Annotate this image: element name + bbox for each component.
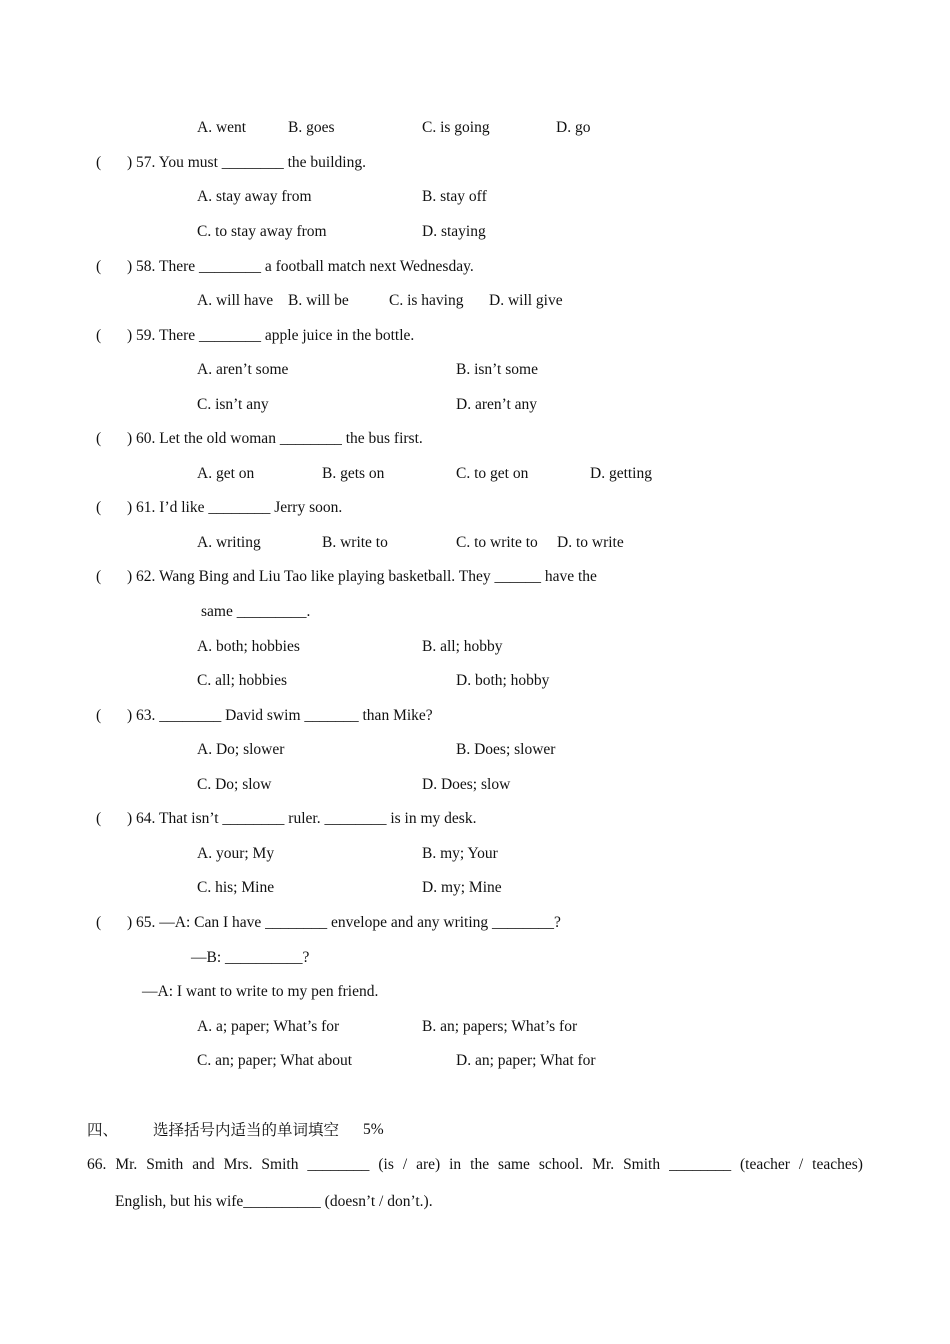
q59-answer-paren: ( <box>96 327 102 344</box>
q66-word: same <box>498 1156 530 1173</box>
q61-option-d: D. to write <box>557 534 624 551</box>
q59-option-a: A. aren’t some <box>197 361 289 378</box>
section-title: 选择括号内适当的单词填空 <box>153 1121 340 1139</box>
q66-word: in <box>449 1156 462 1173</box>
q60-option-b: B. gets on <box>322 465 385 482</box>
q57-answer-paren: ( <box>96 154 102 171</box>
q57-option-b: B. stay off <box>422 188 487 205</box>
q62-option-d: D. both; hobby <box>456 672 550 689</box>
q60-question: ) 60. Let the old woman ________ the bus first. <box>127 430 423 447</box>
q64-option-c: C. his; Mine <box>197 879 275 896</box>
q60-answer-paren: ( <box>96 430 102 447</box>
q61-answer-paren: ( <box>96 499 102 516</box>
q59-option-d: D. aren’t any <box>456 396 538 413</box>
q64-option-a: A. your; My <box>197 845 275 862</box>
q60-option-d: D. getting <box>590 465 652 482</box>
q63-question: ) 63. ________ David swim _______ than Mike? <box>127 707 433 724</box>
q65-option-b: B. an; papers; What’s for <box>422 1018 578 1035</box>
q65-option-d: D. an; paper; What for <box>456 1052 596 1069</box>
q65-option-a: A. a; paper; What’s for <box>197 1018 340 1035</box>
q61-question: ) 61. I’d like ________ Jerry soon. <box>127 499 343 516</box>
q66-word: (is <box>378 1156 394 1173</box>
q62-option-b: B. all; hobby <box>422 638 503 655</box>
q66-word: (teacher <box>740 1156 790 1173</box>
q59-option-c: C. isn’t any <box>197 396 269 413</box>
q66-line-1 <box>87 1155 863 1175</box>
q56-option-a: A. went <box>197 119 247 136</box>
q62-question: ) 62. Wang Bing and Liu Tao like playing basketball. They ______ have the <box>127 568 597 585</box>
q57-option-d: D. staying <box>422 223 486 240</box>
q66-word: Mr. <box>115 1156 138 1173</box>
q64-question: ) 64. That isn’t ________ ruler. ________ is in my desk. <box>127 810 477 827</box>
q66-word: Mrs. <box>223 1156 253 1173</box>
q66-word: Smith <box>146 1156 184 1173</box>
q65-answer-paren: ( <box>96 914 102 931</box>
q65-question: ) 65. —A: Can I have ________ envelope and any writing ________? <box>127 914 561 931</box>
q65-dialog-a: —A: I want to write to my pen friend. <box>142 983 379 1000</box>
q57-option-c: C. to stay away from <box>197 223 327 240</box>
q66-word: Mr. <box>592 1156 615 1173</box>
q65-dialog-b: —B: __________? <box>191 949 310 966</box>
q61-option-c: C. to write to <box>456 534 538 551</box>
q59-question: ) 59. There ________ apple juice in the bottle. <box>127 327 415 344</box>
q66-word: the <box>470 1156 490 1173</box>
q62-option-a: A. both; hobbies <box>197 638 300 655</box>
section-score: 5% <box>363 1121 384 1138</box>
q58-option-a: A. will have <box>197 292 274 309</box>
q66-word: teaches) <box>812 1156 863 1173</box>
q66-blank: ________ <box>307 1156 370 1173</box>
q64-option-d: D. my; Mine <box>422 879 502 896</box>
q62-option-c: C. all; hobbies <box>197 672 287 689</box>
q66-word: and <box>192 1156 215 1173</box>
q58-question: ) 58. There ________ a football match next Wednesday. <box>127 258 474 275</box>
q61-option-a: A. writing <box>197 534 261 551</box>
q63-answer-paren: ( <box>96 707 102 724</box>
q63-option-d: D. Does; slow <box>422 776 511 793</box>
q56-option-b: B. goes <box>288 119 335 136</box>
q66-blank: ________ <box>669 1156 732 1173</box>
q57-option-a: A. stay away from <box>197 188 312 205</box>
q66-word: are) <box>416 1156 441 1173</box>
q63-option-b: B. Does; slower <box>456 741 556 758</box>
section-number: 四、 <box>87 1121 119 1139</box>
q58-option-d: D. will give <box>489 292 563 309</box>
q64-option-b: B. my; Your <box>422 845 498 862</box>
q66-word: Smith <box>261 1156 299 1173</box>
q62-answer-paren: ( <box>96 568 102 585</box>
q63-option-c: C. Do; slow <box>197 776 272 793</box>
q60-option-c: C. to get on <box>456 465 529 482</box>
q66-word: school. <box>538 1156 584 1173</box>
q59-option-b: B. isn’t some <box>456 361 538 378</box>
q66-line-2: English, but his wife__________ (doesn’t / don’t.). <box>115 1193 433 1210</box>
q66-number: 66. <box>87 1156 107 1173</box>
q62-question-continued: same _________. <box>201 603 311 620</box>
q63-option-a: A. Do; slower <box>197 741 285 758</box>
q60-option-a: A. get on <box>197 465 255 482</box>
q64-answer-paren: ( <box>96 810 102 827</box>
q66-word: / <box>798 1156 804 1173</box>
q58-option-c: C. is having <box>389 292 464 309</box>
q66-word: Smith <box>623 1156 661 1173</box>
q65-option-c: C. an; paper; What about <box>197 1052 353 1069</box>
q57-question: ) 57. You must ________ the building. <box>127 154 366 171</box>
q58-option-b: B. will be <box>288 292 349 309</box>
q58-answer-paren: ( <box>96 258 102 275</box>
q61-option-b: B. write to <box>322 534 388 551</box>
q56-option-d: D. go <box>556 119 591 136</box>
q66-word: / <box>402 1156 408 1173</box>
q56-option-c: C. is going <box>422 119 490 136</box>
